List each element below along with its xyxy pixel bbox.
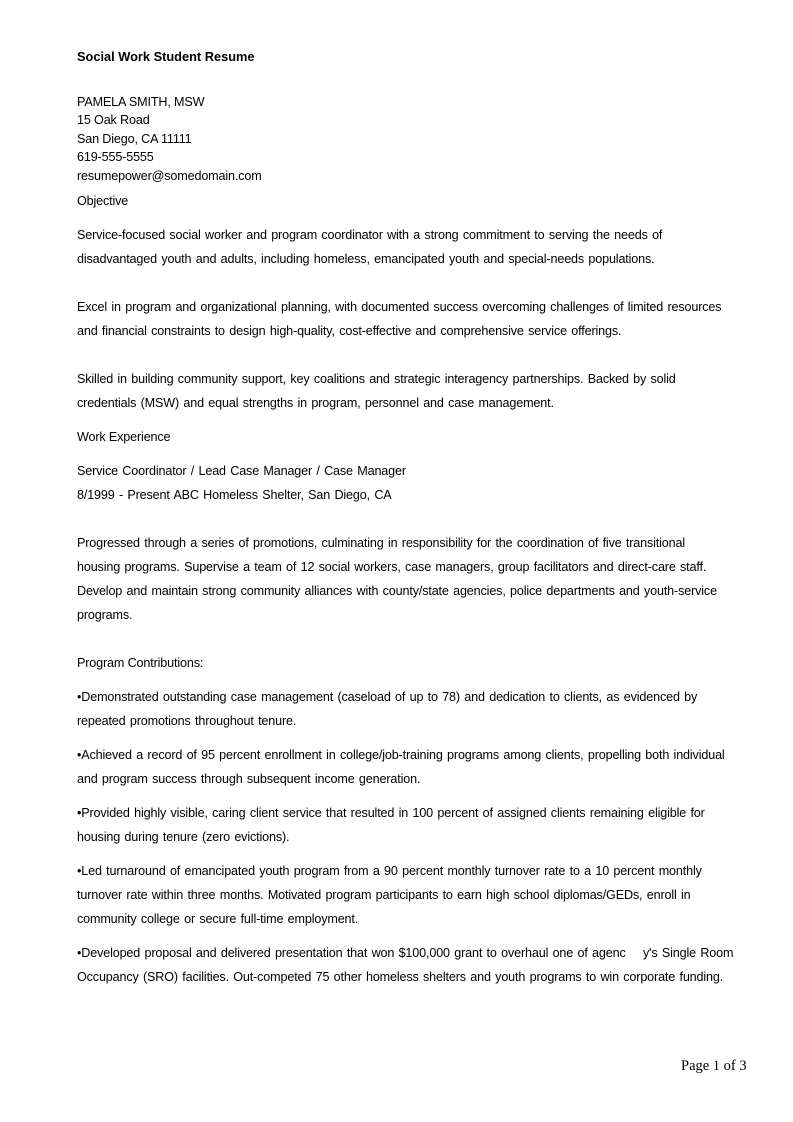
bullet-icon: • <box>77 748 82 762</box>
summary-line: Develop and maintain strong community alliances with county/state agencies, police departments and youth-service <box>77 584 717 598</box>
bullet-text: repeated promotions throughout tenure. <box>77 714 297 728</box>
contact-name: PAMELA SMITH, MSW <box>77 95 205 109</box>
bullet-text: Occupancy (SRO) facilities. Out-competed 75 other homeless shelters and youth programs to win corporate funding. <box>77 970 724 984</box>
contributions-heading: Program Contributions: <box>77 656 204 670</box>
contact-phone: 619-555-5555 <box>77 150 154 164</box>
work-experience-heading: Work Experience <box>77 430 171 444</box>
objective-line: and financial constraints to design high-quality, cost-effective and comprehensive service offerings. <box>77 324 622 338</box>
bullet-text: Developed proposal and delivered presentation that won $100,000 grant to overhaul one of agenc y's Single Room <box>81 946 734 960</box>
bullet-text: Provided highly visible, caring client service that resulted in 100 percent of assigned clients remaining eligible for <box>81 806 705 820</box>
bullet-icon: • <box>77 946 82 960</box>
summary-line: Progressed through a series of promotions, culminating in responsibility for the coordination of five transitional <box>77 536 686 550</box>
objective-heading: Objective <box>77 194 129 208</box>
objective-line: Skilled in building community support, key coalitions and strategic interagency partnerships. Backed by solid <box>77 372 676 386</box>
bullet-text: Led turnaround of emancipated youth program from a 90 percent monthly turnover rate to a 10 percent monthly <box>81 864 702 878</box>
bullet-text: turnover rate within three months. Motivated program participants to earn high school diplomas/GEDs, enroll in <box>77 888 691 902</box>
bullet-text: Demonstrated outstanding case management (caseload of up to 78) and dedication to clients, as evidenced by <box>81 690 698 704</box>
summary-line: housing programs. Supervise a team of 12 social workers, case managers, group facilitators and direct-care staff. <box>77 560 707 574</box>
objective-line: Excel in program and organizational planning, with documented success overcoming challenges of limited resources <box>77 300 722 314</box>
bullet-icon: • <box>77 864 82 878</box>
bullet-icon: • <box>77 690 82 704</box>
bullet-icon: • <box>77 806 82 820</box>
contact-email: resumepower@somedomain.com <box>77 169 262 183</box>
summary-line: programs. <box>77 608 133 622</box>
page-number: Page 1 of 3 <box>681 1058 747 1074</box>
objective-line: credentials (MSW) and equal strengths in program, personnel and case management. <box>77 396 554 410</box>
bullet-text: community college or secure full-time employment. <box>77 912 359 926</box>
bullet-text: housing during tenure (zero evictions). <box>77 830 290 844</box>
job-meta: 8/1999 - Present ABC Homeless Shelter, San Diego, CA <box>77 488 392 502</box>
contact-street: 15 Oak Road <box>77 113 150 127</box>
contact-city: San Diego, CA 11111 <box>77 132 192 146</box>
objective-line: disadvantaged youth and adults, including homeless, emancipated youth and special-needs populations. <box>77 252 655 266</box>
bullet-text: and program success through subsequent income generation. <box>77 772 421 786</box>
document-title: Social Work Student Resume <box>77 49 255 64</box>
job-title: Service Coordinator / Lead Case Manager / Case Manager <box>77 464 406 478</box>
bullet-text: Achieved a record of 95 percent enrollment in college/job-training programs among clients, propelling both individual <box>81 748 725 762</box>
objective-line: Service-focused social worker and program coordinator with a strong commitment to serving the needs of <box>77 228 663 242</box>
